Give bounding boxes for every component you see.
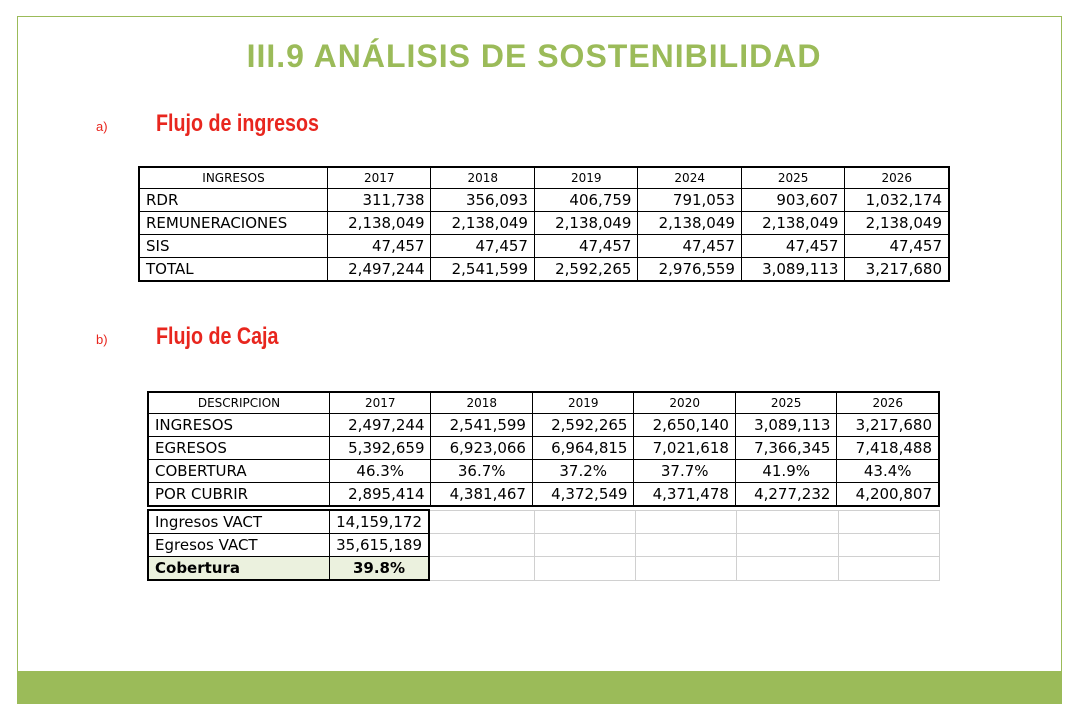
empty-cell — [429, 510, 534, 534]
header-cell: 2017 — [328, 167, 431, 189]
table-cell: 14,159,172 — [330, 510, 430, 534]
table-cell: 47,457 — [431, 235, 534, 258]
table-row — [148, 414, 939, 437]
table-cell: 43.4% — [837, 460, 939, 483]
empty-cell — [534, 534, 635, 557]
header-cell: 2019 — [534, 167, 637, 189]
table-row — [148, 460, 939, 483]
table-row — [148, 534, 940, 557]
table-cell: 4,277,232 — [735, 483, 836, 507]
row-label: SIS — [139, 235, 328, 258]
table-header-row — [148, 392, 939, 414]
vact-table — [147, 509, 940, 581]
empty-cell — [534, 510, 635, 534]
empty-cell — [534, 557, 635, 581]
slide-title: III.9 ANÁLISIS DE SOSTENIBILIDAD — [246, 38, 822, 74]
table-cell: 47,457 — [534, 235, 637, 258]
table-cell: 311,738 — [328, 189, 431, 212]
row-label: REMUNERACIONES — [139, 212, 328, 235]
table-row — [139, 189, 949, 212]
empty-cell — [737, 534, 838, 557]
empty-cell — [737, 557, 838, 581]
header-cell: 2017 — [330, 392, 431, 414]
row-label: RDR — [139, 189, 328, 212]
table-row — [139, 235, 949, 258]
table-cell: 406,759 — [534, 189, 637, 212]
table-cell: 3,217,680 — [837, 414, 939, 437]
table-row — [148, 437, 939, 460]
ingresos-table — [138, 166, 950, 282]
table-cell: 6,964,815 — [532, 437, 633, 460]
table-cell: 37.2% — [532, 460, 633, 483]
row-label: COBERTURA — [148, 460, 330, 483]
table-cell: 2,138,049 — [534, 212, 637, 235]
table-cell: 2,592,265 — [534, 258, 637, 282]
table-cell: 356,093 — [431, 189, 534, 212]
table-cell: 39.8% — [330, 557, 430, 581]
empty-cell — [838, 534, 939, 557]
empty-cell — [636, 510, 737, 534]
table-cell: 4,371,478 — [634, 483, 735, 507]
section-b-marker: b) — [96, 332, 108, 347]
table-row — [148, 557, 940, 581]
row-label: INGRESOS — [148, 414, 330, 437]
header-cell: 2026 — [845, 167, 949, 189]
table-cell: 791,053 — [638, 189, 741, 212]
table-cell: 47,457 — [638, 235, 741, 258]
empty-cell — [838, 557, 939, 581]
row-label: POR CUBRIR — [148, 483, 330, 507]
header-cell: 2025 — [741, 167, 844, 189]
table-cell: 2,650,140 — [634, 414, 735, 437]
header-cell: 2018 — [431, 167, 534, 189]
table-cell: 2,976,559 — [638, 258, 741, 282]
table-row — [148, 483, 939, 507]
table-cell: 2,895,414 — [330, 483, 431, 507]
empty-cell — [636, 557, 737, 581]
table-row — [139, 258, 949, 282]
table-cell: 1,032,174 — [845, 189, 949, 212]
table-row — [148, 510, 940, 534]
table-cell: 35,615,189 — [330, 534, 430, 557]
caja-table — [147, 391, 940, 507]
table-cell: 2,497,244 — [328, 258, 431, 282]
section-b — [96, 323, 305, 351]
table-cell: 3,089,113 — [735, 414, 836, 437]
table-header-row — [139, 167, 949, 189]
table-cell: 7,418,488 — [837, 437, 939, 460]
table-cell: 2,541,599 — [431, 414, 532, 437]
row-label: TOTAL — [139, 258, 328, 282]
row-label: Egresos VACT — [148, 534, 330, 557]
header-cell: 2025 — [735, 392, 836, 414]
table-cell: 46.3% — [330, 460, 431, 483]
empty-cell — [838, 510, 939, 534]
table-cell: 4,200,807 — [837, 483, 939, 507]
table-cell: 47,457 — [328, 235, 431, 258]
table-row — [139, 212, 949, 235]
table-cell: 6,923,066 — [431, 437, 532, 460]
table-cell: 2,541,599 — [431, 258, 534, 282]
table-cell: 2,138,049 — [431, 212, 534, 235]
table-cell: 41.9% — [735, 460, 836, 483]
header-cell: DESCRIPCION — [148, 392, 330, 414]
section-b-heading: Flujo de Caja — [156, 323, 279, 350]
table-cell: 7,366,345 — [735, 437, 836, 460]
header-cell: INGRESOS — [139, 167, 328, 189]
row-label: Ingresos VACT — [148, 510, 330, 534]
row-label: EGRESOS — [148, 437, 330, 460]
table-cell: 903,607 — [741, 189, 844, 212]
header-cell: 2018 — [431, 392, 532, 414]
table-cell: 7,021,618 — [634, 437, 735, 460]
section-a — [96, 110, 355, 138]
footer-bar — [17, 671, 1062, 704]
table-cell: 3,089,113 — [741, 258, 844, 282]
table-cell: 2,138,049 — [328, 212, 431, 235]
table-cell: 2,592,265 — [532, 414, 633, 437]
table-cell: 47,457 — [741, 235, 844, 258]
header-cell: 2020 — [634, 392, 735, 414]
table-cell: 4,381,467 — [431, 483, 532, 507]
table-cell: 3,217,680 — [845, 258, 949, 282]
table-cell: 2,138,049 — [638, 212, 741, 235]
table-cell: 2,138,049 — [845, 212, 949, 235]
table-cell: 4,372,549 — [532, 483, 633, 507]
table-cell: 2,138,049 — [741, 212, 844, 235]
table-cell: 37.7% — [634, 460, 735, 483]
section-a-marker: a) — [96, 119, 108, 134]
header-cell: 2026 — [837, 392, 939, 414]
empty-cell — [429, 557, 534, 581]
empty-cell — [429, 534, 534, 557]
table-cell: 36.7% — [431, 460, 532, 483]
row-label: Cobertura — [148, 557, 330, 581]
empty-cell — [636, 534, 737, 557]
table-cell: 2,497,244 — [330, 414, 431, 437]
table-cell: 5,392,659 — [330, 437, 431, 460]
empty-cell — [737, 510, 838, 534]
header-cell: 2024 — [638, 167, 741, 189]
table-cell: 47,457 — [845, 235, 949, 258]
section-a-heading: Flujo de ingresos — [156, 110, 319, 137]
header-cell: 2019 — [532, 392, 633, 414]
